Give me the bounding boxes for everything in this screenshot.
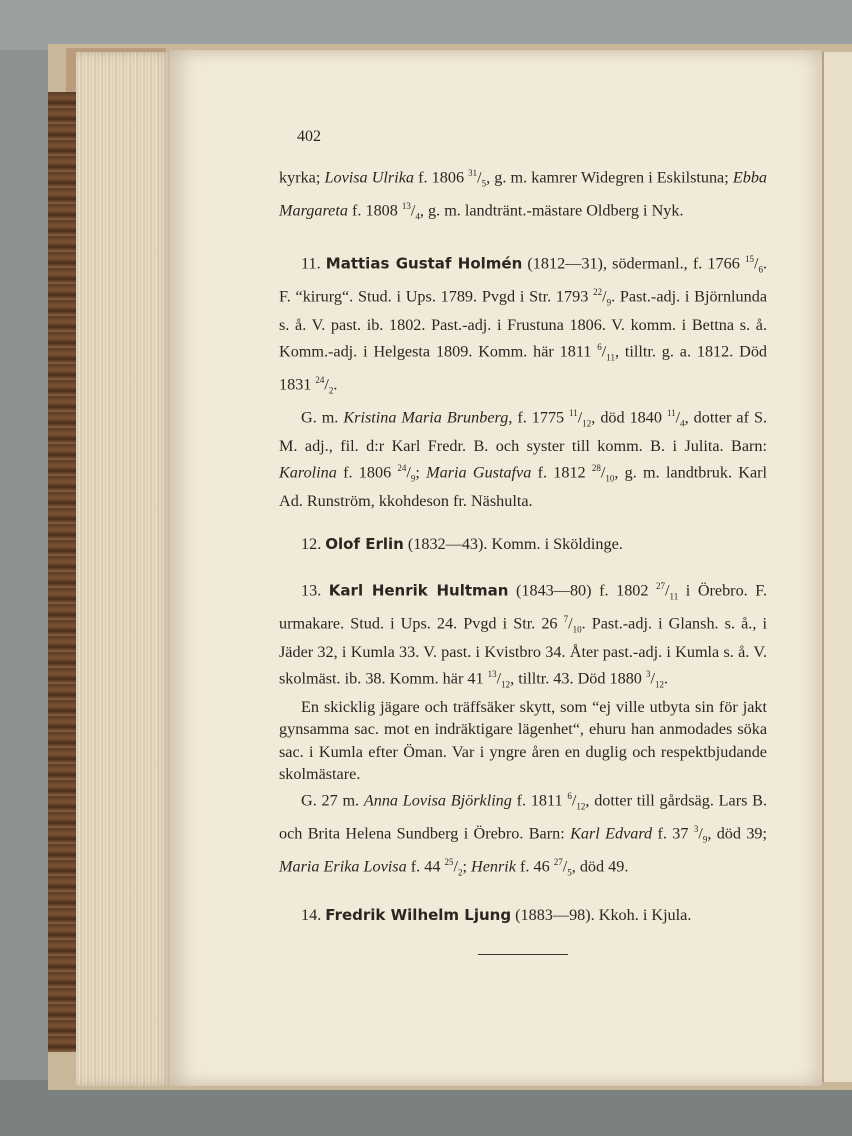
text-run: ;: [415, 463, 427, 482]
date-fraction-numerator: 15: [744, 254, 754, 265]
facing-page-edge: [822, 52, 852, 1082]
entry-number: 14.: [301, 905, 326, 924]
text-run: , död 39;: [707, 824, 768, 843]
text-run: f. 46: [515, 857, 554, 876]
text-run: (1812—31), södermanl., f. 1766: [522, 254, 745, 273]
date-fraction-numerator: 3: [693, 824, 699, 835]
text-run: . Past.-adj. i Björnlunda s. å. V. past. ib. 1802. Past.-adj. i Frustuna 1806. V. komm. i Bettna s. å. Komm.-adj. i Helgesta 1809. Komm. här 1811: [279, 287, 767, 361]
text-run: f. 1812: [531, 463, 592, 482]
date-fraction-numerator: 13: [401, 201, 411, 212]
date-fraction-denominator: 2: [457, 867, 463, 878]
date-fraction-denominator: 12: [654, 679, 664, 690]
date-fraction-denominator: 12: [501, 679, 511, 690]
date-fraction-numerator: 27: [656, 580, 666, 591]
person-name: Karolina: [279, 463, 337, 482]
entry-11-marriage: G. m. Kristina Maria Brunberg, f. 1775 $^{11}/_{12}$, död 1840 $^{11}/_4$, dotter af S. M. adj., fil. d:r Karl Fredr. B. och syster till komm. B. i Julita. Barn: Karolina f. 1806 $^{24}/_9$; Maria Gustafva f. 1812 $^{28}/_{10}$, g. m. landtbruk. Karl Ad. Runström, kkohdeson fr. Näshulta.: [279, 408, 768, 511]
date-fraction-denominator: 12: [576, 801, 586, 812]
entry-name: Mattias Gustaf Holmén: [325, 254, 523, 273]
text-run: f. 37: [652, 824, 694, 843]
date-fraction-numerator: 25: [444, 856, 454, 867]
date-fraction-numerator: 6: [597, 342, 602, 353]
date-fraction-numerator: 27: [553, 856, 563, 867]
paragraph-1: kyrka; Lovisa Ulrika f. 1806 $^{31}/_5$, g. m. kamrer Widegren i Eskilstuna; Ebba Margareta f. 1808 $^{13}/_4$, g. m. landtränt.-mästare Oldberg i Nyk.: [279, 168, 768, 222]
date-fraction-denominator: 12: [582, 418, 592, 429]
entry-12: [279, 533, 767, 555]
date-fraction-numerator: 13: [487, 669, 497, 679]
text-run: f. 44: [406, 857, 445, 876]
text-run: , död 49.: [571, 857, 629, 876]
date-fraction-denominator: 4: [680, 418, 685, 429]
date-fraction-denominator: 4: [415, 211, 420, 222]
book-cover-marbled-edge: [48, 92, 78, 1052]
text-run: , g. m. landtbruk. Karl Ad. Runström, kkohdeson fr. Näshulta.: [279, 463, 768, 511]
date-fraction-denominator: 9: [606, 297, 612, 308]
person-name: Maria Gustafva: [426, 463, 532, 482]
entry-name: Olof Erlin: [325, 534, 404, 553]
date-fraction-denominator: 2: [328, 385, 334, 396]
date-fraction-numerator: 11: [569, 408, 578, 419]
text-run: (1843—80) f. 1802: [508, 581, 657, 600]
entry-number: 12.: [301, 534, 326, 553]
entry-11: 11. Mattias Gustaf Holmén (1812—31), södermanl., f. 1766 $^{15}/_6$. F. “kirurg“. Stud. i Ups. 1789. Pvgd i Str. 1793 $^{22}/_9$. Past.-adj. i Björnlunda s. å. V. past. ib. 1802. Past.-adj. i Frustuna 1806. V. komm. i Bettna s. å. Komm.-adj. i Helgesta 1809. Komm. här 1811 $^6/_{11}$, tilltr. g. a. 1812. Död 1831 $^{24}/_2$.: [279, 254, 768, 396]
entry-number: 11.: [301, 254, 326, 273]
text-run: .: [663, 669, 668, 688]
entry-13-description: En skicklig jägare och träffsäker skytt, som “ej ville utbyta sin för jakt gynsamma sac. mot en indräktigare lägenhet“, ehuru han anmodades söka sac. i Kumla efter Öman. Var i yngre åren en duglig och respektbjudande skolmästare.: [279, 697, 767, 783]
date-fraction-numerator: 24: [397, 463, 407, 474]
text-run: .: [333, 375, 338, 394]
date-fraction-numerator: 24: [315, 375, 325, 386]
text-run: f. 1806: [336, 463, 398, 482]
date-fraction-numerator: 22: [593, 287, 603, 298]
text-run: f. 1811: [511, 791, 568, 810]
date-fraction-denominator: 9: [702, 834, 708, 845]
text-run: , g. m. landtränt.-mästare Oldberg i Nyk.: [419, 201, 684, 220]
text-run: , g. m. kamrer Widegren i Eskilstuna;: [486, 168, 733, 187]
text-run: , f. 1775: [508, 408, 570, 427]
date-fraction-numerator: 11: [666, 408, 676, 419]
person-name: Kristina Maria Brunberg: [343, 408, 509, 427]
text-run: kyrka;: [279, 168, 325, 187]
section-divider-rule: [478, 954, 568, 955]
entry-13: 13. Karl Henrik Hultman (1843—80) f. 1802 $^{27}/_{11}$ i Örebro. F. urmakare. Stud. i Ups. 24. Pvgd i Str. 26 $^7/_{10}$. Past.-adj. i Glansh. s. å., i Jäder 32, i Kumla 33. V. past. i Kvistbro 34. Åter past.-adj. i Kumla s. å. V. skolmäst. ib. 38. Komm. här 41 $^{13}/_{12}$, tilltr. 43. Död 1880 $^3/_{12}$.: [279, 580, 768, 690]
text-run: . Past.-adj. i Glansh. s. å., i Jäder 32, i Kumla 33. V. past. i Kvistbro 34. Åter past.-adj. i Kumla s. å. V. skolmäst. ib. 38. Komm. här 41: [279, 614, 767, 688]
text-run: ;: [462, 857, 472, 876]
scanner-background-top: [0, 0, 852, 50]
text-run: , tilltr. 43. Död 1880: [510, 669, 646, 688]
page-stack-edge: [76, 52, 174, 1086]
text-run: i Örebro. F. urmakare. Stud. i Ups. 24. Pvgd i Str. 26: [279, 581, 768, 633]
date-fraction-denominator: 10: [572, 624, 582, 635]
page-number: 402: [297, 128, 321, 145]
text-run: f. 1808: [347, 201, 402, 220]
entry-name: Fredrik Wilhelm Ljung: [325, 905, 512, 924]
person-name: Lovisa Ulrika: [324, 168, 415, 187]
date-fraction-numerator: 7: [563, 613, 569, 624]
text-run: . F. “kirurg“. Stud. i Ups. 1789. Pvgd i Str. 1793: [279, 254, 767, 306]
text-run: (1832—43). Komm. i Sköldinge.: [403, 534, 623, 553]
text-run: G. m.: [301, 408, 344, 427]
page-text: [279, 126, 767, 926]
text-run: f. 1806: [414, 168, 469, 187]
date-fraction-denominator: 5: [481, 178, 487, 189]
date-fraction-denominator: 6: [758, 264, 763, 275]
text-run: G. 27 m.: [301, 791, 364, 810]
person-name: Ebba Margareta: [279, 168, 768, 220]
text-run: (1883—98). Kkoh. i Kjula.: [511, 905, 692, 924]
entry-14: [279, 904, 767, 926]
date-fraction-numerator: 31: [468, 168, 478, 179]
date-fraction-numerator: 28: [591, 463, 601, 474]
date-fraction-denominator: 5: [567, 867, 572, 878]
text-run: , dotter till gårdsäg. Lars B. och Brita Helena Sundberg i Örebro. Barn:: [279, 791, 767, 843]
entry-number: 13.: [301, 581, 329, 600]
entry-name: Karl Henrik Hultman: [328, 581, 509, 600]
entry-13-marriage: G. 27 m. Anna Lovisa Björkling f. 1811 $^6/_{12}$, dotter till gårdsäg. Lars B. och Brita Helena Sundberg i Örebro. Barn: Karl Edvard f. 37 $^3/_9$, död 39; Maria Erika Lovisa f. 44 $^{25}/_2$; Henrik f. 46 $^{27}/_5$, död 49.: [279, 791, 768, 878]
date-fraction-denominator: 10: [605, 473, 615, 484]
person-name: Maria Erika Lovisa: [279, 857, 407, 876]
date-fraction-denominator: 11: [606, 352, 615, 363]
date-fraction-denominator: 9: [410, 473, 416, 484]
date-fraction-denominator: 11: [669, 591, 679, 602]
text-run: , tilltr. g. a. 1812. Död 1831: [279, 342, 768, 394]
text-run: , dotter af S. M. adj., fil. d:r Karl Fredr. B. och syster till komm. B. i Julita. Barn:: [279, 408, 768, 456]
date-fraction-numerator: 3: [645, 669, 651, 679]
person-name: Henrik: [471, 857, 516, 876]
person-name: Karl Edvard: [570, 824, 653, 843]
date-fraction-numerator: 6: [567, 791, 572, 802]
text-run: , död 1840: [591, 408, 667, 427]
person-name: Anna Lovisa Björkling: [363, 791, 512, 810]
